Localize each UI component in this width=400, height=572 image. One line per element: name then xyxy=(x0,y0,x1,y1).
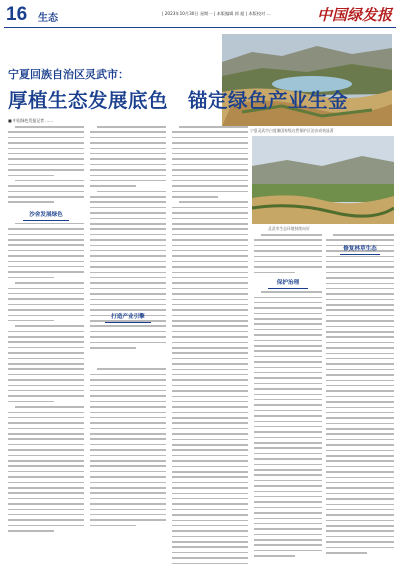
subhead-4: 修复林草生态 xyxy=(326,244,394,255)
subhead-3: 保护治理 xyxy=(254,278,322,289)
byline: ■ 中国绿色发报记者 …… xyxy=(8,118,54,123)
page-number: 16 xyxy=(6,4,28,25)
headline: 厚植生态发展底色 锚定绿色产业生金 xyxy=(8,89,349,112)
top-photo-caption: 宁夏灵武市白芨滩国家级自然保护区治沙成效显著 xyxy=(250,128,334,133)
text-column-1 xyxy=(8,126,84,566)
issue-meta: | 2023年10月30日 星期一 | 本版编辑 郭 超 | 本版校对 … xyxy=(162,11,271,16)
subhead-2: 打造产业引擎 xyxy=(90,312,166,323)
section-label: 生态 xyxy=(38,13,58,24)
bottom-photo-caption: 灵武市生态环境持续向好 xyxy=(268,226,310,231)
subhead-1: 沙舍发展绿色 xyxy=(8,210,84,221)
text-column-2 xyxy=(90,126,166,566)
newspaper-brand-logo: 中国绿发报 xyxy=(316,6,392,24)
text-column-5 xyxy=(326,234,394,566)
text-column-3 xyxy=(172,126,248,566)
headline-subtitle: 宁夏回族自治区灵武市： xyxy=(8,68,129,81)
bottom-photo xyxy=(252,136,394,224)
page-header xyxy=(4,2,396,28)
